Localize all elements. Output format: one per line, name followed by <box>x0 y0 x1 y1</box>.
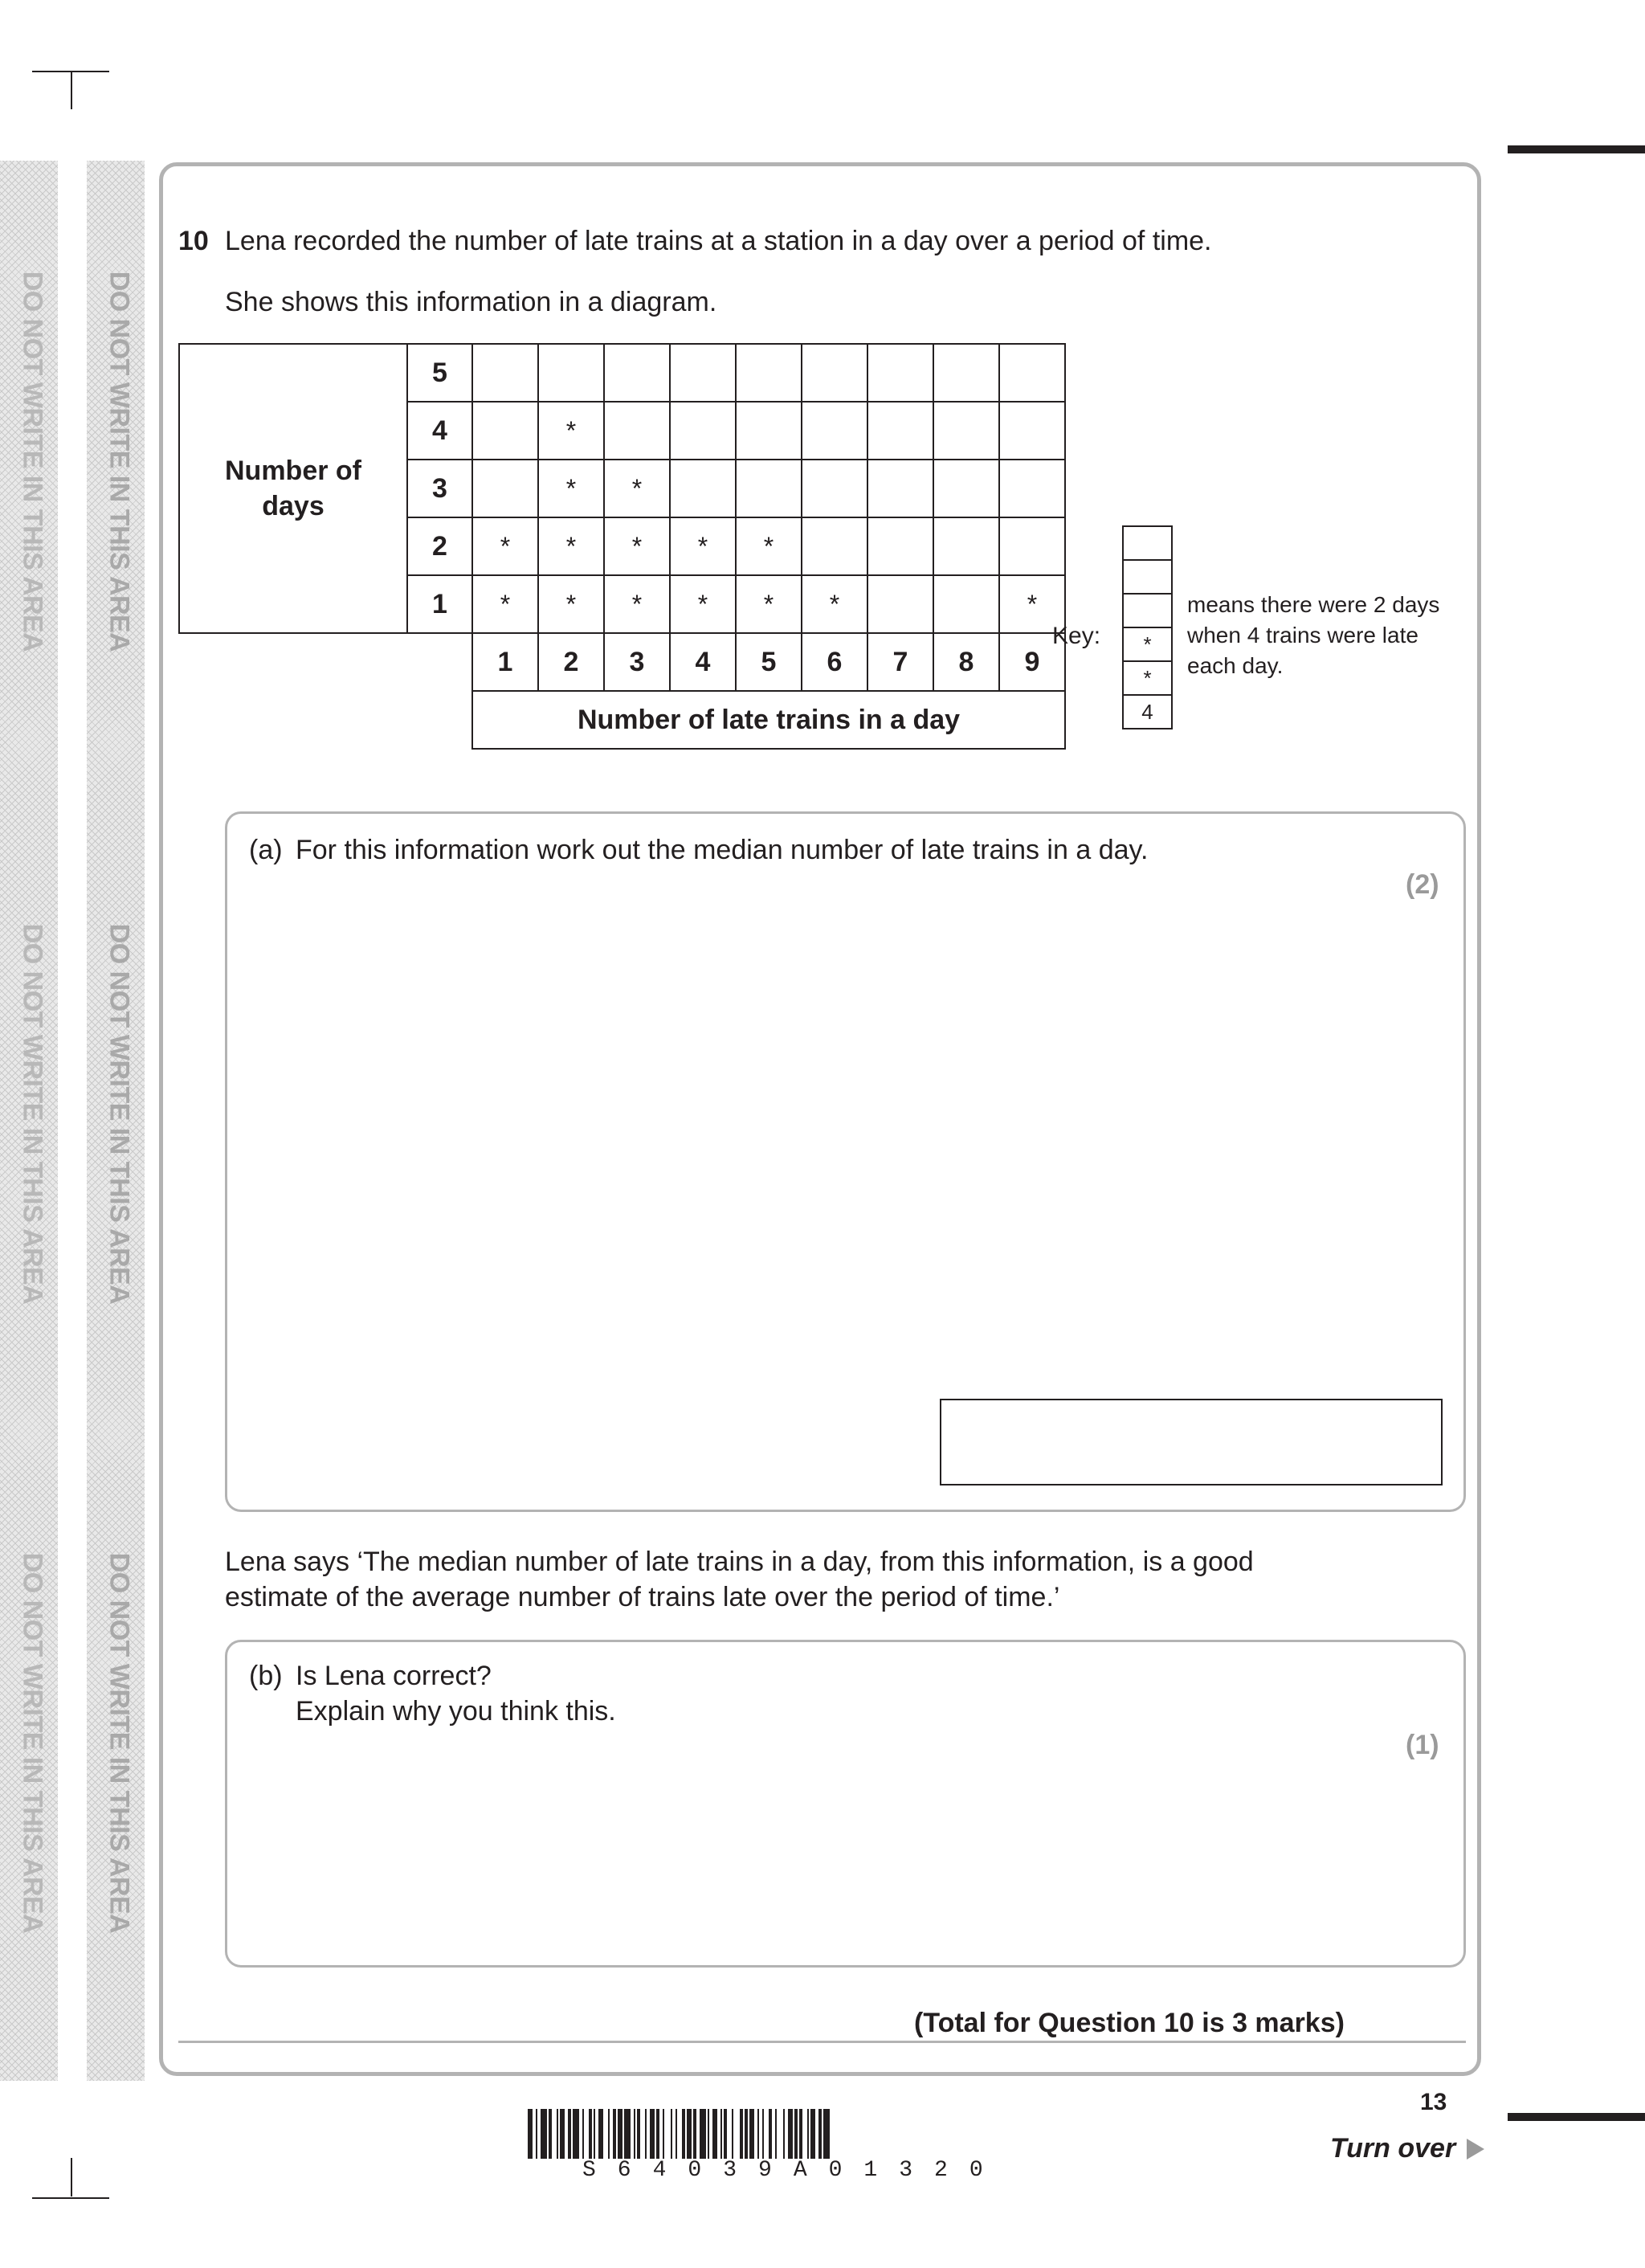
plot-cell <box>538 344 604 402</box>
blank-corner <box>179 633 407 691</box>
x-tick-label: 9 <box>999 633 1065 691</box>
key-cell <box>1122 525 1173 561</box>
plot-cell <box>999 517 1065 575</box>
turn-over-text: Turn over <box>1330 2133 1456 2164</box>
plot-cell <box>867 517 933 575</box>
part-b-line-1: Is Lena correct? <box>296 1661 492 1691</box>
x-tick-label: 7 <box>867 633 933 691</box>
margin-warning: DO NOT WRITE IN THIS AREA <box>17 1552 48 1934</box>
barcode-bar <box>573 2109 579 2159</box>
key-cell: * <box>1122 660 1173 696</box>
plot-cell: * <box>538 460 604 517</box>
plot-cell <box>472 344 538 402</box>
plot-cell: * <box>472 517 538 575</box>
question-intro-2: She shows this information in a diagram. <box>225 287 717 317</box>
key-column <box>1122 527 1173 729</box>
barcode <box>528 2109 1114 2159</box>
plot-cell: * <box>538 517 604 575</box>
plot-cell <box>604 402 670 460</box>
part-b-label: (b) <box>249 1661 283 1691</box>
edge-bar-top <box>1508 145 1645 153</box>
key-label: Key: <box>1052 623 1101 649</box>
total-marks: (Total for Question 10 is 3 marks) <box>914 2008 1345 2038</box>
y-tick-label: 5 <box>407 344 472 402</box>
plot-cell <box>933 344 999 402</box>
plot-cell: * <box>736 575 802 633</box>
plot-cell <box>933 517 999 575</box>
plot-cell: * <box>604 575 670 633</box>
x-tick-label: 5 <box>736 633 802 691</box>
plot-cell <box>867 575 933 633</box>
part-a-label: (a) <box>249 835 283 865</box>
plot-cell <box>867 344 933 402</box>
plot-cell: * <box>472 575 538 633</box>
y-tick-label: 3 <box>407 460 472 517</box>
plot-cell <box>933 460 999 517</box>
x-tick-label: 4 <box>670 633 736 691</box>
x-tick-label: 6 <box>802 633 867 691</box>
plot-cell <box>802 402 867 460</box>
plot-cell: * <box>999 575 1065 633</box>
key-cell <box>1122 593 1173 628</box>
key-text-line: when 4 trains were late <box>1187 623 1418 648</box>
barcode-bar <box>700 2109 706 2159</box>
blank-corner <box>407 633 472 691</box>
x-axis-label: Number of late trains in a day <box>472 691 1065 749</box>
plot-cell <box>802 517 867 575</box>
plot-cell <box>604 344 670 402</box>
key-text-line: means there were 2 days <box>1187 592 1440 617</box>
plot-cell <box>867 460 933 517</box>
part-b-line-2: Explain why you think this. <box>296 1696 616 1727</box>
x-tick-label: 2 <box>538 633 604 691</box>
plot-cell <box>472 402 538 460</box>
margin-warning: DO NOT WRITE IN THIS AREA <box>17 271 48 652</box>
plot-cell: * <box>670 575 736 633</box>
question-number: 10 <box>178 226 209 256</box>
plot-cell <box>867 402 933 460</box>
dot-plot-chart <box>178 343 1066 750</box>
plot-cell <box>999 344 1065 402</box>
plot-cell <box>933 402 999 460</box>
edge-bar-bottom <box>1508 2113 1645 2121</box>
barcode-bar <box>823 2109 830 2159</box>
plot-cell: * <box>736 517 802 575</box>
plot-cell <box>670 344 736 402</box>
plot-cell: * <box>604 460 670 517</box>
blank-corner <box>407 691 472 749</box>
plot-cell <box>736 402 802 460</box>
barcode-number: S64039A01320 <box>582 2158 1005 2183</box>
margin-warning: DO NOT WRITE IN THIS AREA <box>104 1552 135 1934</box>
question-intro: Lena recorded the number of late trains at a station in a day over a period of time. <box>225 226 1212 256</box>
margin-warning: DO NOT WRITE IN THIS AREA <box>17 923 48 1305</box>
plot-cell <box>736 344 802 402</box>
part-a-text: For this information work out the median number of late trains in a day. <box>296 835 1149 865</box>
plot-cell <box>999 402 1065 460</box>
plot-cell <box>472 460 538 517</box>
plot-cell <box>670 460 736 517</box>
page-number: 13 <box>1420 2089 1447 2115</box>
key-cell: 4 <box>1122 694 1173 729</box>
margin-warning: DO NOT WRITE IN THIS AREA <box>104 271 135 652</box>
plot-cell: * <box>538 402 604 460</box>
y-axis-label: Number of days <box>179 344 407 633</box>
crop-mark-bottom-vertical <box>71 2158 72 2196</box>
barcode-bar <box>664 2109 671 2159</box>
barcode-bar <box>777 2109 783 2159</box>
y-tick-label: 2 <box>407 517 472 575</box>
triangle-right-icon <box>1467 2139 1484 2160</box>
margin-warning: DO NOT WRITE IN THIS AREA <box>104 923 135 1305</box>
x-tick-label: 1 <box>472 633 538 691</box>
plot-cell <box>933 575 999 633</box>
lena-statement-line-1: Lena says ‘The median number of late trains in a day, from this information, is a good <box>225 1547 1254 1577</box>
barcode-bar <box>733 2109 740 2159</box>
plot-cell <box>670 402 736 460</box>
plot-cell: * <box>604 517 670 575</box>
key-cell: * <box>1122 627 1173 662</box>
lena-statement-line-2: estimate of the average number of trains late over the period of time.’ <box>225 1582 1060 1612</box>
key-text-line: each day. <box>1187 653 1284 678</box>
plot-cell <box>802 344 867 402</box>
plot-cell <box>736 460 802 517</box>
key-cell <box>1122 559 1173 595</box>
part-a-answer-field[interactable] <box>940 1399 1443 1485</box>
plot-cell: * <box>670 517 736 575</box>
plot-cell: * <box>538 575 604 633</box>
part-a-marks: (2) <box>1406 869 1439 900</box>
crop-mark-top-vertical <box>71 71 72 109</box>
turn-over-label <box>1330 2133 1484 2164</box>
y-tick-label: 1 <box>407 575 472 633</box>
x-tick-label: 8 <box>933 633 999 691</box>
plot-cell <box>999 460 1065 517</box>
total-rule <box>178 2041 1466 2043</box>
y-tick-label: 4 <box>407 402 472 460</box>
part-b-marks: (1) <box>1406 1730 1439 1760</box>
barcode-bar <box>541 2109 547 2159</box>
blank-corner <box>179 691 407 749</box>
x-tick-label: 3 <box>604 633 670 691</box>
plot-cell: * <box>802 575 867 633</box>
crop-mark-bottom <box>32 2197 109 2199</box>
barcode-bar <box>624 2109 631 2159</box>
plot-cell <box>802 460 867 517</box>
key-description <box>1187 590 1439 681</box>
